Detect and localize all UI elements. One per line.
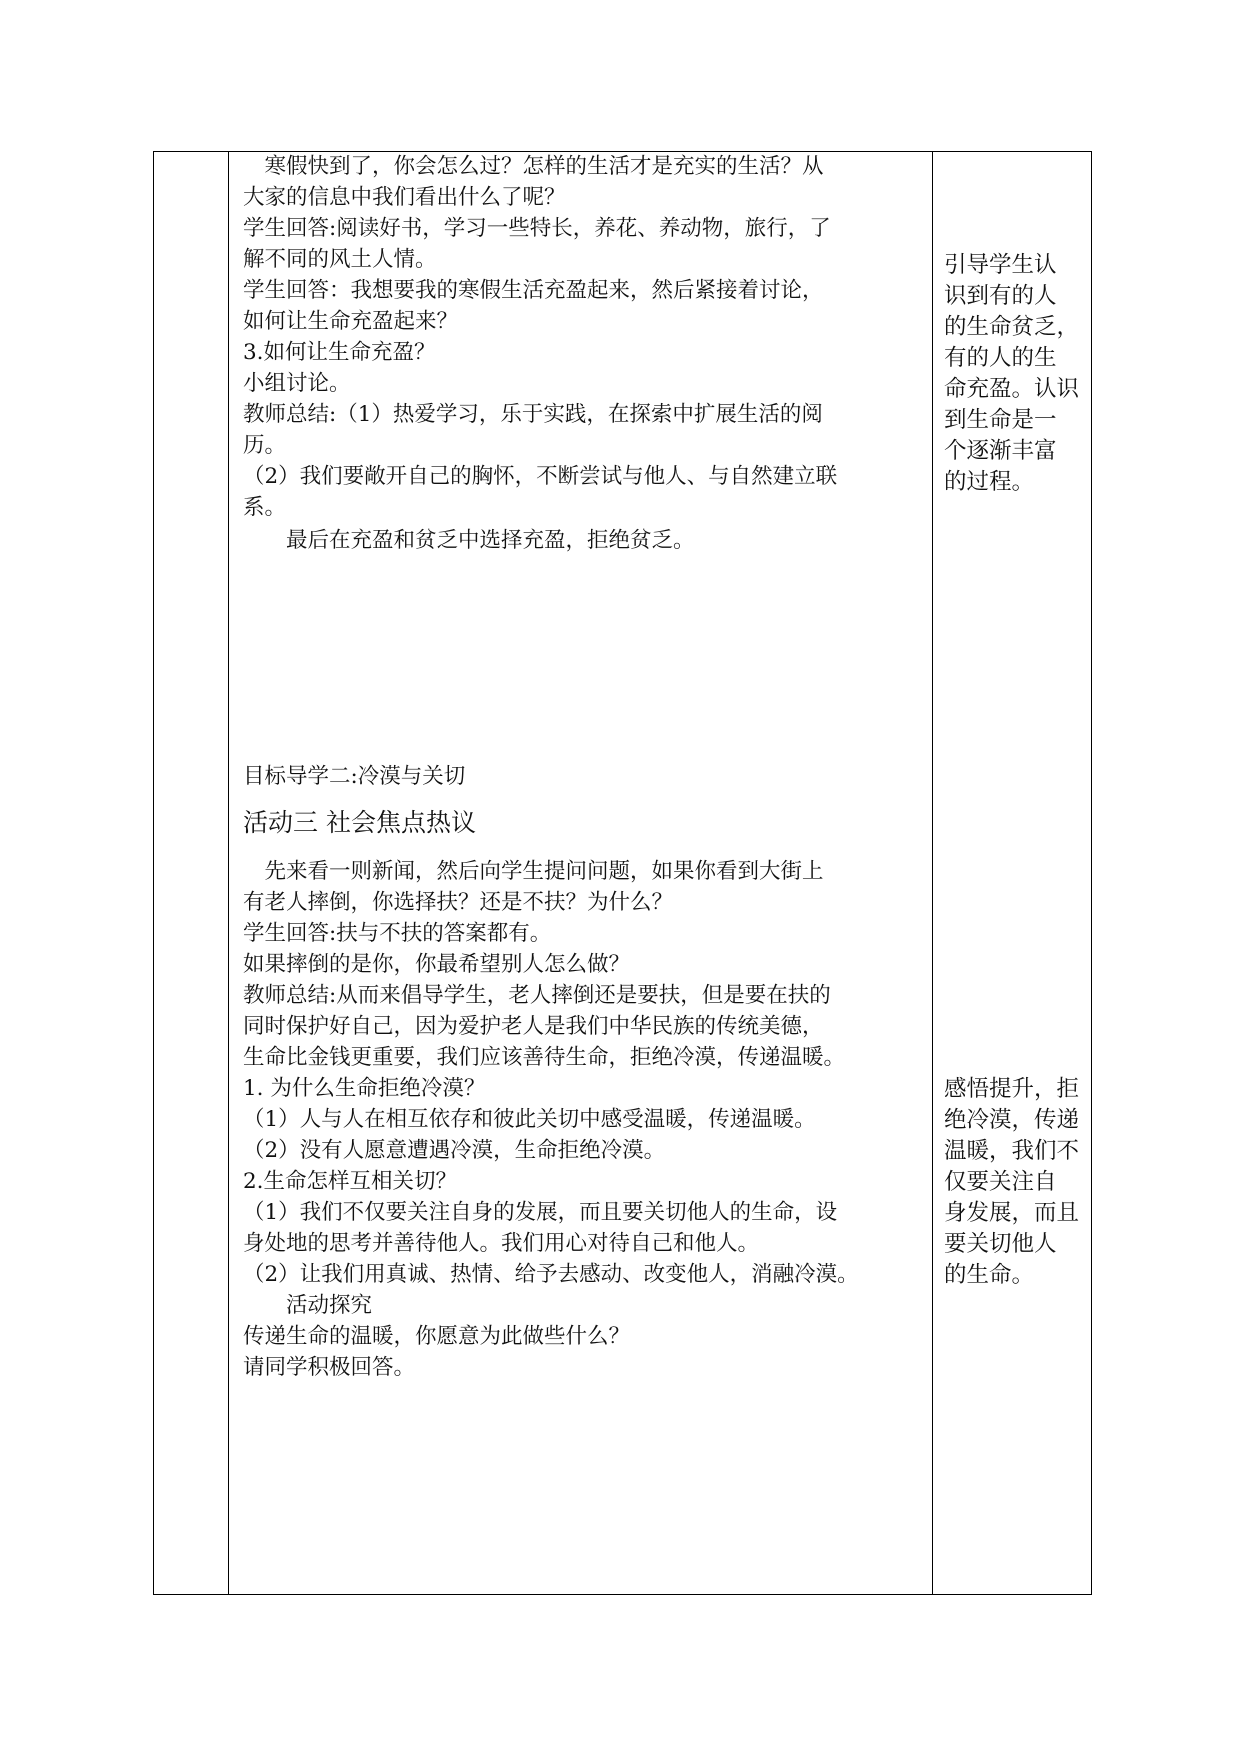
text-line: （1）我们不仅要关注自身的发展，而且要关切他人的生命，设 <box>243 1200 838 1225</box>
text-line: （1）人与人在相互依存和彼此关切中感受温暖，传递温暖。 <box>243 1107 816 1132</box>
text-line: 系。 <box>243 495 287 520</box>
note-line: 引导学生认 <box>944 252 1057 278</box>
text-line: 生命比金钱更重要，我们应该善待生命，拒绝冷漠，传递温暖。 <box>243 1045 846 1070</box>
text-line: 身处地的思考并善待他人。我们用心对待自己和他人。 <box>243 1231 760 1256</box>
text-line: 教师总结:（1）热爱学习，乐于实践，在探索中扩展生活的阅 <box>243 402 823 427</box>
text-line: 学生回答：我想要我的寒假生活充盈起来，然后紧接着讨论， <box>243 278 824 303</box>
note-line: 要关切他人 <box>944 1231 1057 1257</box>
text-line: （2）我们要敞开自己的胸怀，不断尝试与他人、与自然建立联 <box>243 464 838 489</box>
text-line: （2）让我们用真诚、热情、给予去感动、改变他人，消融冷漠。 <box>243 1262 859 1287</box>
note-line: 身发展，而且 <box>944 1200 1080 1226</box>
text-line: 有老人摔倒，你选择扶？还是不扶？为什么？ <box>243 890 674 915</box>
text-line: 学生回答:扶与不扶的答案都有。 <box>243 921 552 946</box>
text-line: 学生回答:阅读好书，学习一些特长，养花、养动物，旅行，了 <box>243 216 831 241</box>
note-line: 命充盈。认识 <box>944 376 1080 402</box>
note-line: 识到有的人 <box>944 283 1057 309</box>
text-line: 解不同的风土人情。 <box>243 247 437 272</box>
text-line: 传递生命的温暖，你愿意为此做些什么？ <box>243 1324 631 1349</box>
note-line: 仅要关注自 <box>944 1169 1057 1195</box>
teaching-process-cell <box>243 152 923 1594</box>
note-line: 温暖，我们不 <box>944 1138 1080 1164</box>
lesson-table <box>153 151 1092 1595</box>
text-line: 寒假快到了，你会怎么过？怎样的生活才是充实的生活？从 <box>243 154 824 179</box>
note-line: 的过程。 <box>944 469 1035 495</box>
design-intent-cell <box>944 152 1086 1594</box>
text-line: 小组讨论。 <box>243 371 351 396</box>
note-line: 个逐渐丰富 <box>944 438 1057 464</box>
text-line: 历。 <box>243 433 287 458</box>
text-line: 如果摔倒的是你，你最希望别人怎么做？ <box>243 952 631 977</box>
note-line: 到生命是一 <box>944 407 1057 433</box>
column-divider-left <box>228 152 229 1594</box>
goal-heading: 目标导学二:冷漠与关切 <box>243 764 466 789</box>
text-line: 大家的信息中我们看出什么了呢？ <box>243 185 566 210</box>
note-line: 绝冷漠，传递 <box>944 1107 1080 1133</box>
activity-heading: 活动三 社会焦点热议 <box>243 808 476 837</box>
text-line: 请同学积极回答。 <box>243 1355 416 1380</box>
text-line: 最后在充盈和贫乏中选择充盈，拒绝贫乏。 <box>243 528 695 553</box>
text-line: 如何让生命充盈起来？ <box>243 309 459 334</box>
text-line: 活动探究 <box>243 1293 373 1318</box>
note-line: 的生命。 <box>944 1262 1035 1288</box>
note-line: 感悟提升，拒 <box>944 1076 1080 1102</box>
text-line: 教师总结:从而来倡导学生，老人摔倒还是要扶，但是要在扶的 <box>243 983 831 1008</box>
text-line: 先来看一则新闻，然后向学生提问问题，如果你看到大街上 <box>243 859 824 884</box>
text-line: （2）没有人愿意遭遇冷漠，生命拒绝冷漠。 <box>243 1138 666 1163</box>
text-line: 1. 为什么生命拒绝冷漠？ <box>243 1076 486 1101</box>
note-line: 有的人的生 <box>944 345 1057 371</box>
note-line: 的生命贫乏， <box>944 314 1080 340</box>
text-line: 同时保护好自己，因为爱护老人是我们中华民族的传统美德， <box>243 1014 824 1039</box>
text-line: 3.如何让生命充盈？ <box>243 340 436 365</box>
column-divider-right <box>932 152 933 1594</box>
text-line: 2.生命怎样互相关切？ <box>243 1169 458 1194</box>
